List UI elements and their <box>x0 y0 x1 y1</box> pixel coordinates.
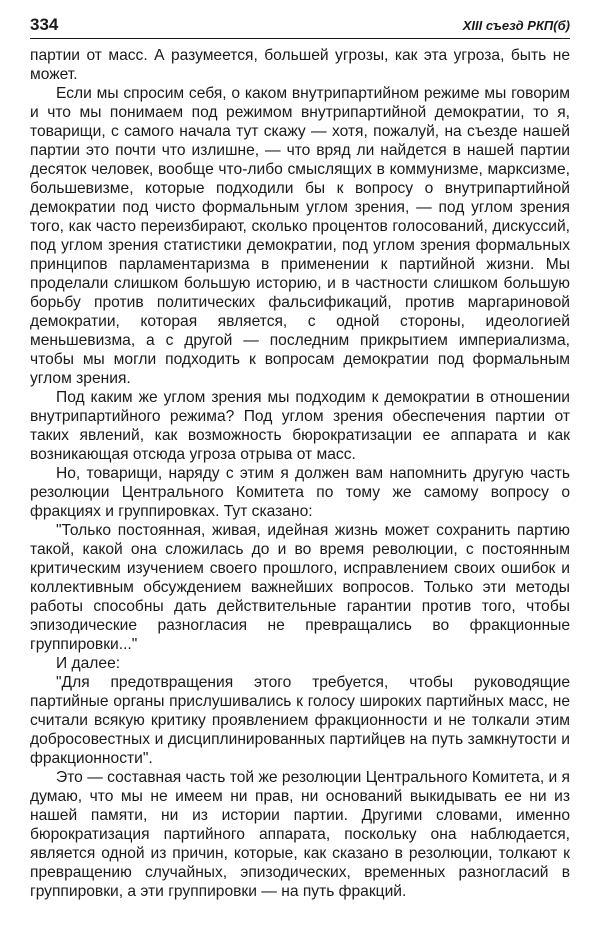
body-text <box>30 46 570 901</box>
paragraph-internal-democracy: Если мы спросим себя, о каком внутрипартийном режиме мы говорим и что мы понимаем под режимом внутрипартийной демократии, то я, товарищи, с самого начала тут скажу — хотя, пожалуй, на съезде нашей партии это почти что излишне, — что вряд ли найдется в нашей партии десяток человек, вообще что-либо смыслящих в коммунизме, марксизме, большевизме, которые подходили бы к вопросу о внутрипартийной демократии под чисто формальным углом зрения, — под углом зрения того, как часто переизбирают, сколько процентов голосований, дискуссий, под углом зрения статистики демократии, под углом зрения формальных принципов парламентаризма в применении к партийной жизни. Мы проделали слишком большую историю, и в частности слишком большую борьбу против политических фальсификаций, против маргариновой демократии, которая является, с одной стороны, идеологией меньшевизма, а с другой — последним прикрытием империализма, чтобы мы могли подходить к вопросам демократии под формальным углом зрения. <box>30 85 570 387</box>
quote-resolution-first: "Только постоянная, живая, идейная жизнь может сохранить партию такой, какой она сложилась до и во время революции, с постоянным критическим изучением своего прошлого, исправлением своих ошибок и коллективным обсуждением важнейших вопросов. Только эти методы работы способны дать действительные гарантии против того, чтобы эпизодические разногласия не превращались во фракционные группировки..." <box>30 522 570 653</box>
running-header <box>30 14 570 39</box>
paragraph-conclusion: Это — составная часть той же резолюции Центрального Комитета, и я думаю, что мы не имеем ни прав, ни оснований выкидывать ее ни из нашей памяти, ни из истории партии. Другими словами, именно бюрократизация партийного аппарата, поскольку она наблюдается, является одной из причин, которые, как сказано в резолюции, толкают к превращению случайных, эпизодических, временных разногласий в группировки, а эти группировки — на путь фракций. <box>30 769 570 900</box>
running-title: XIII съезд РКП(б) <box>462 18 570 33</box>
page-number: 334 <box>30 15 59 34</box>
paragraph-angle-of-view: Под каким же углом зрения мы подходим к демократии в отношении внутрипартийного режима? Под углом зрения обеспечения партии от таких явлений, как возможность бюрократизации ее аппарата и как возникающая отсюда угроза отрыва от масс. <box>30 389 570 463</box>
paragraph-continuation: партии от масс. А разумеется, большей угрозы, как эта угроза, быть не может. <box>30 47 570 83</box>
quote-resolution-second: "Для предотвращения этого требуется, чтобы руководящие партийные органы прислушивались к голосу широких партийных масс, не считали всякую критику проявлением фракционности и не толкали этим добросовестных и дисциплинированных партийцев на путь замкнутости и фракционности". <box>30 674 570 767</box>
paragraph-and-further: И далее: <box>56 655 121 672</box>
paragraph-resolution-reference: Но, товарищи, наряду с этим я должен вам напомнить другую часть резолюции Центрального Комитета по тому же самому вопросу о фракциях и группировках. Тут сказано: <box>30 465 570 520</box>
